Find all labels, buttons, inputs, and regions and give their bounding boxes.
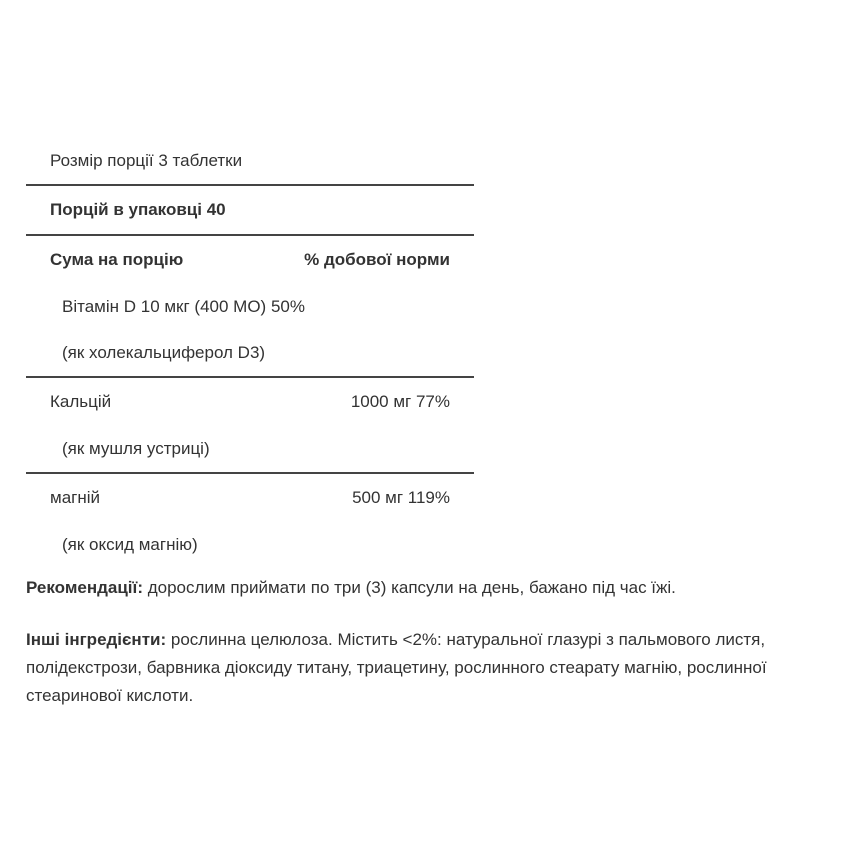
supplement-facts-table [26, 138, 474, 568]
recommendations-label: Рекомендації: [26, 578, 143, 597]
vitamin-d-sub-row [26, 330, 474, 376]
calcium-label: Кальцій [50, 392, 112, 411]
header-daily-value: % добової норми [304, 250, 450, 269]
calcium-sub-row [26, 426, 474, 472]
calcium-row [26, 378, 474, 426]
magnesium-row [26, 474, 474, 522]
other-ingredients-text: рослинна целюлоза. Містить <2%: натуральної глазурі з пальмового листя, полідекстрози, барвника діоксиду титану, триацетину, рослинного стеарату магнію, рослинної стеаринової кислоти. [26, 630, 767, 705]
magnesium-label: магній [50, 488, 101, 507]
other-ingredients [26, 626, 846, 710]
servings-per-container: Порцій в упаковці 40 [50, 200, 226, 219]
table-header-row [26, 236, 474, 284]
header-amount: Сума на порцію [50, 250, 184, 269]
vitamin-d-row [26, 284, 474, 330]
servings-per-container-row [26, 186, 474, 234]
serving-size-row [26, 138, 474, 184]
magnesium-amount: 500 мг 119% [352, 488, 450, 507]
calcium-source: (як мушля устриці) [62, 439, 210, 458]
vitamin-d-label: Вітамін D 10 мкг (400 МО) 50% [62, 297, 305, 316]
calcium-amount: 1000 мг 77% [350, 392, 450, 411]
magnesium-sub-row [26, 522, 474, 568]
recommendations [26, 574, 846, 602]
vitamin-d-source: (як холекальциферол D3) [62, 343, 266, 362]
other-ingredients-label: Інші інгредієнти: [26, 630, 167, 649]
magnesium-source: (як оксид магнію) [62, 535, 198, 554]
recommendations-text: дорослим приймати по три (3) капсули на день, бажано під час їжі. [142, 578, 676, 597]
serving-size: Розмір порції 3 таблетки [50, 151, 243, 170]
